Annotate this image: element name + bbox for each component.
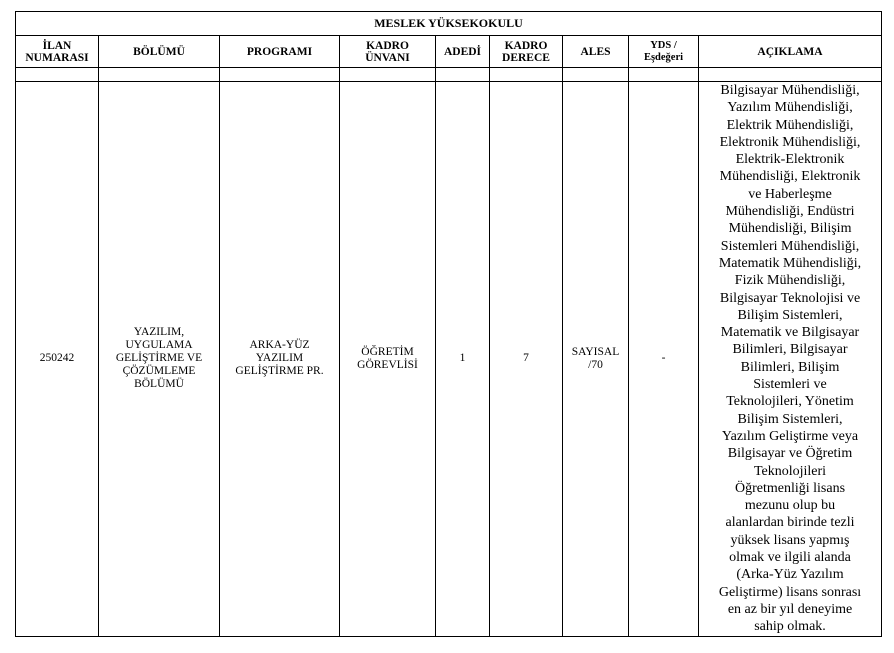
cell-aciklama [699, 82, 882, 637]
header-yds-line2: Eşdeğeri [643, 51, 684, 63]
cell-kadro-unvan-line: GÖREVLİSİ [357, 358, 418, 371]
cell-yds: - [629, 82, 699, 637]
cell-program-line: YAZILIM [255, 352, 304, 365]
cell-kadro-unvan [340, 82, 436, 637]
empty-cell [629, 68, 699, 82]
cell-bolum-line: UYGULAMA [125, 339, 193, 352]
empty-cell [699, 68, 882, 82]
empty-cell [490, 68, 563, 82]
empty-cell [340, 68, 436, 82]
header-yds-line1: YDS / [650, 39, 677, 51]
cell-derece: 7 [490, 82, 563, 637]
header-row [16, 36, 882, 68]
aciklama-line: yüksek lisans yapmış [730, 532, 850, 548]
aciklama-line: Elektrik-Elektronik [735, 152, 845, 168]
cell-ilan-no: 250242 [16, 82, 99, 637]
header-ales: ALES [563, 36, 629, 68]
cell-kadro-unvan-line: ÖĞRETİM [361, 345, 414, 358]
cell-bolum-line: BÖLÜMÜ [134, 378, 184, 391]
aciklama-line: Mühendisliği, Endüstri [725, 204, 855, 220]
aciklama-line: Teknolojileri, Yönetim [726, 394, 854, 410]
aciklama-line: Yazılım Geliştirme veya [721, 428, 859, 444]
aciklama-line: Yazılım Mühendisliği, [727, 100, 853, 116]
aciklama-line: sahip olmak. [754, 619, 826, 635]
job-listing-table [15, 11, 882, 637]
cell-adedi: 1 [436, 82, 490, 637]
aciklama-line: Mühendisliği, Bilişim [728, 221, 852, 237]
header-adedi: ADEDİ [436, 36, 490, 68]
header-kadro-derece-line1: KADRO [504, 39, 548, 52]
cell-bolum [99, 82, 220, 637]
table-title-row [16, 12, 882, 36]
header-aciklama: AÇIKLAMA [699, 36, 882, 68]
header-programi: PROGRAMI [220, 36, 340, 68]
aciklama-line: Mühendisliği, Elektronik [719, 169, 861, 185]
header-bolumu: BÖLÜMÜ [99, 36, 220, 68]
aciklama-line: Matematik Mühendisliği, [718, 255, 862, 271]
empty-cell [220, 68, 340, 82]
header-kadro-unvani [340, 36, 436, 68]
aciklama-line: Bilişim Sistemleri, [737, 307, 843, 323]
aciklama-line: en az bir yıl deneyime [727, 601, 853, 617]
aciklama-line: Fizik Mühendisliği, [734, 273, 846, 289]
aciklama-line: Teknolojileri [753, 463, 827, 479]
aciklama-line: Geliştirme) lisans sonrası [718, 584, 862, 600]
cell-bolum-line: YAZILIM, [133, 326, 185, 339]
header-ilan-line2: NUMARASI [25, 51, 89, 64]
cell-program-line: ARKA-YÜZ [249, 339, 310, 352]
header-kadro-unvan-line2: ÜNVANI [365, 51, 410, 64]
aciklama-line: Öğretmenliği lisans [734, 480, 846, 496]
empty-cell [16, 68, 99, 82]
header-kadro-unvan-line1: KADRO [366, 39, 409, 52]
cell-ales-line: /70 [588, 358, 603, 371]
aciklama-line: olmak ve ilgili alanda [729, 550, 851, 566]
aciklama-line: Sistemleri ve [753, 377, 827, 393]
aciklama-line: Elektrik Mühendisliği, [726, 117, 854, 133]
empty-cell [563, 68, 629, 82]
cell-program [220, 82, 340, 637]
header-kadro-derece-line2: DERECE [502, 51, 550, 64]
aciklama-line: (Arka-Yüz Yazılım [736, 567, 844, 583]
aciklama-line: Bilimleri, Bilgisayar [732, 342, 848, 358]
table-title: MESLEK YÜKSEKOKULU [16, 12, 882, 36]
aciklama-line: Bilgisayar Mühendisliği, [720, 83, 860, 98]
cell-program-line: GELİŞTİRME PR. [235, 365, 324, 378]
aciklama-line: alanlardan birinde tezli [725, 515, 855, 531]
aciklama-line: Bilgisayar ve Öğretim [727, 446, 853, 462]
header-kadro-derece [490, 36, 563, 68]
aciklama-line: Bilişim Sistemleri, [737, 411, 843, 427]
aciklama-line: Matematik ve Bilgisayar [720, 325, 860, 341]
header-ilan-numarasi [16, 36, 99, 68]
aciklama-line: Bilimleri, Bilişim [740, 359, 840, 375]
aciklama-line: Bilgisayar Teknolojisi ve [719, 290, 861, 306]
aciklama-line: Sistemleri Mühendisliği, [720, 238, 860, 254]
empty-cell [99, 68, 220, 82]
cell-ales [563, 82, 629, 637]
header-ilan-line1: İLAN [42, 39, 72, 52]
header-yds [629, 36, 699, 68]
aciklama-line: ve Haberleşme [748, 186, 832, 202]
aciklama-line: mezunu olup bu [744, 498, 836, 514]
aciklama-line: Elektronik Mühendisliği, [719, 134, 861, 150]
empty-cell [436, 68, 490, 82]
empty-row [16, 68, 882, 82]
cell-bolum-line: GELİŞTİRME VE [115, 352, 203, 365]
table-row [16, 82, 882, 637]
cell-bolum-line: ÇÖZÜMLEME [122, 365, 196, 378]
cell-ales-line: SAYISAL [571, 345, 620, 358]
